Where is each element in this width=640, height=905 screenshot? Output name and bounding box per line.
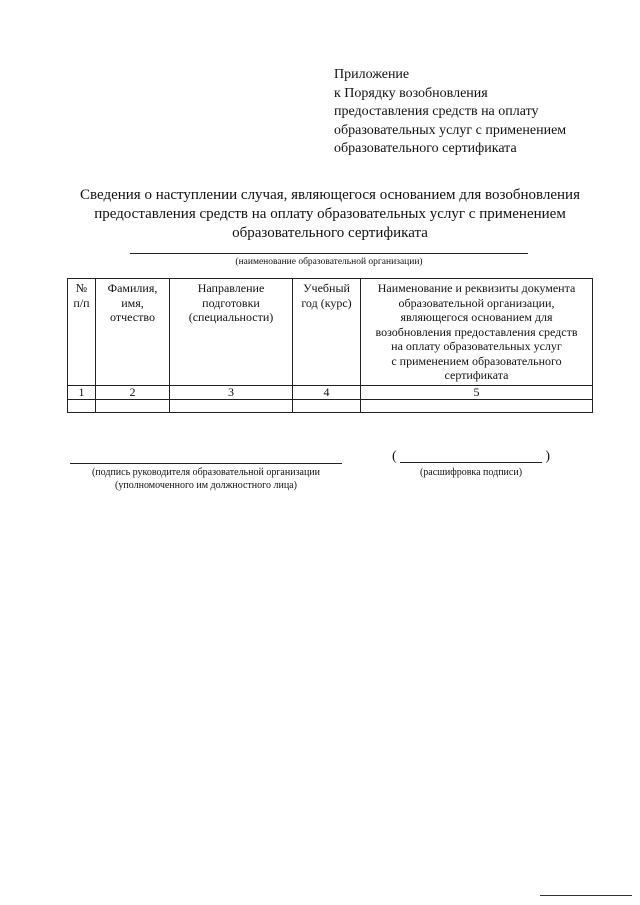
table-cell[interactable] <box>170 399 293 412</box>
decoding-underline <box>400 462 542 463</box>
appendix-line: к Порядку возобновления <box>334 85 488 101</box>
table-cell[interactable] <box>96 399 170 412</box>
column-number: 1 <box>68 385 96 399</box>
table-cell[interactable] <box>68 399 96 412</box>
page-corner-line <box>540 895 632 896</box>
table-cell[interactable] <box>361 399 593 412</box>
title-line: Сведения о наступлении случая, являющегося основанием для возобновления <box>80 187 580 203</box>
signature-caption: (подпись руководителя образовательной организации (уполномоченного им должностного лица) <box>91 467 321 491</box>
appendix-block <box>334 66 566 159</box>
appendix-line: образовательного сертификата <box>334 141 517 156</box>
document-title <box>40 186 620 243</box>
header-number: № п/п <box>68 279 96 386</box>
close-paren: ) <box>545 449 550 464</box>
header-academic-year: Учебный год (курс) <box>293 279 361 386</box>
appendix-line: предоставления средств на оплату <box>334 104 539 119</box>
column-number: 3 <box>170 385 293 399</box>
title-line: предоставления средств на оплату образовательных услуг с применением <box>94 206 566 222</box>
column-number: 4 <box>293 385 361 399</box>
organization-name-caption: (наименование образовательной организации) <box>235 257 423 267</box>
table-row <box>68 399 593 412</box>
appendix-line: Приложение <box>334 67 410 82</box>
signature-decoding-caption: (расшифровка подписи) <box>419 467 523 478</box>
title-line: образовательного сертификата <box>232 225 428 241</box>
table-column-numbers-row <box>68 385 593 399</box>
column-number: 5 <box>361 385 593 399</box>
table-header-row <box>68 279 593 386</box>
appendix-line: образовательных услуг с применением <box>334 122 567 138</box>
open-paren: ( <box>392 449 397 464</box>
header-document-details: Наименование и реквизиты документа образовательной организации, являющегося основанием для возобновления предоставления средств на оплату образовательных услуг с применением образовательного сертификата <box>361 279 593 386</box>
info-table <box>67 278 593 413</box>
signature-line[interactable] <box>70 463 342 464</box>
column-number: 2 <box>96 385 170 399</box>
header-specialty: Направление подготовки (специальности) <box>170 279 293 386</box>
header-full-name: Фамилия, имя, отчество <box>96 279 170 386</box>
organization-name-line[interactable] <box>130 253 528 254</box>
table-cell[interactable] <box>293 399 361 412</box>
